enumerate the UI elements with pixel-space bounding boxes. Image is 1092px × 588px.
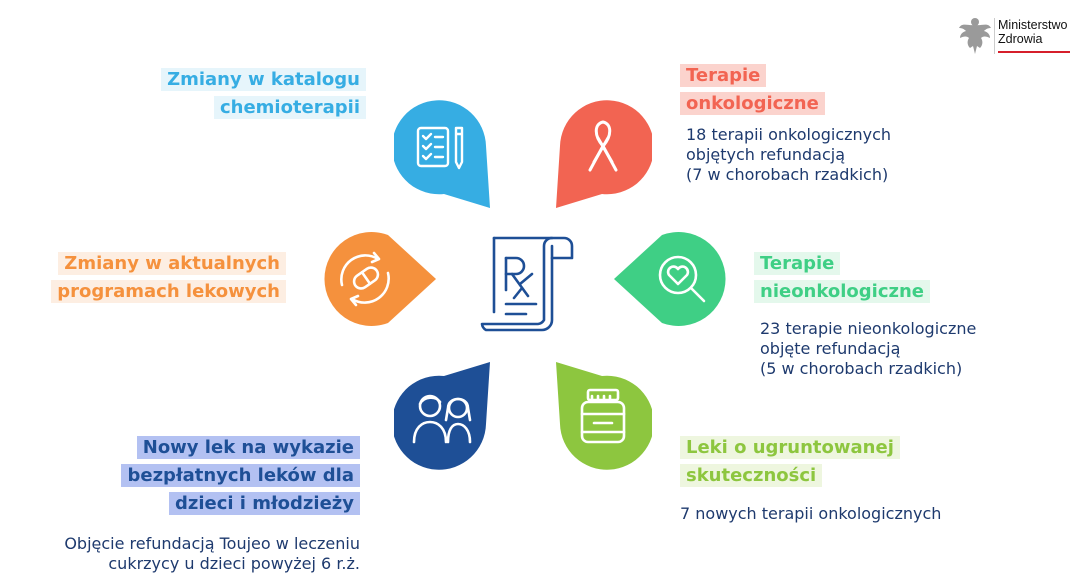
label-leki-line2: skuteczności <box>680 464 822 487</box>
desc-nieonko-line3: (5 w chorobach rzadkich) <box>760 359 963 378</box>
ministry-logo <box>958 14 1070 60</box>
label-leki-line1: Leki o ugruntowanej <box>680 436 900 459</box>
label-dzieci-line3: dzieci i młodzieży <box>169 492 360 515</box>
label-katalog-line2: chemioterapii <box>214 96 366 119</box>
label-nieonko-line1: Terapie <box>754 252 840 275</box>
label-onko-line2: onkologiczne <box>680 92 825 115</box>
eagle-emblem-icon <box>958 16 992 56</box>
desc-onko-line3: (7 w chorobach rzadkich) <box>686 165 889 184</box>
label-nieonko-line2: nieonkologiczne <box>754 280 930 303</box>
desc-leki <box>680 504 941 524</box>
label-dzieci-line1: Nowy lek na wykazie <box>137 436 360 459</box>
droplet-onko <box>554 98 652 210</box>
logo-underline <box>998 51 1070 53</box>
droplet-leki <box>554 360 652 472</box>
droplet-programy <box>316 229 438 329</box>
logo-line-1: Ministerstwo <box>998 18 1068 32</box>
logo-divider <box>994 18 995 54</box>
label-katalog <box>106 66 366 122</box>
desc-onko <box>686 125 891 185</box>
desc-nieonko-line2: objęte refundacją <box>760 339 901 358</box>
label-onko <box>680 62 940 118</box>
desc-dzieci-line2: cukrzycy u dzieci powyżej 6 r.ż. <box>108 554 360 573</box>
droplet-katalog <box>394 98 492 210</box>
desc-onko-line2: objętych refundacją <box>686 145 845 164</box>
label-dzieci-line2: bezpłatnych leków dla <box>121 464 360 487</box>
label-programy-line2: programach lekowych <box>51 280 286 303</box>
droplet-dzieci <box>394 360 492 472</box>
label-leki <box>680 434 960 490</box>
desc-dzieci <box>0 534 360 574</box>
label-dzieci <box>60 434 360 518</box>
label-katalog-line1: Zmiany w katalogu <box>161 68 366 91</box>
desc-nieonko <box>760 319 976 379</box>
label-programy-line1: Zmiany w aktualnych <box>58 252 286 275</box>
label-onko-line1: Terapie <box>680 64 766 87</box>
label-nieonko <box>754 250 1014 306</box>
desc-dzieci-line1: Objęcie refundacją Toujeo w leczeniu <box>64 534 360 553</box>
label-programy <box>6 250 286 306</box>
droplet-nieonko <box>612 229 734 329</box>
logo-line-2: Zdrowia <box>998 32 1043 46</box>
prescription-icon <box>478 232 574 334</box>
desc-onko-line1: 18 terapii onkologicznych <box>686 125 892 144</box>
desc-nieonko-line1: 23 terapie nieonkologiczne <box>760 319 977 338</box>
desc-leki-line1: 7 nowych terapii onkologicznych <box>680 504 942 523</box>
